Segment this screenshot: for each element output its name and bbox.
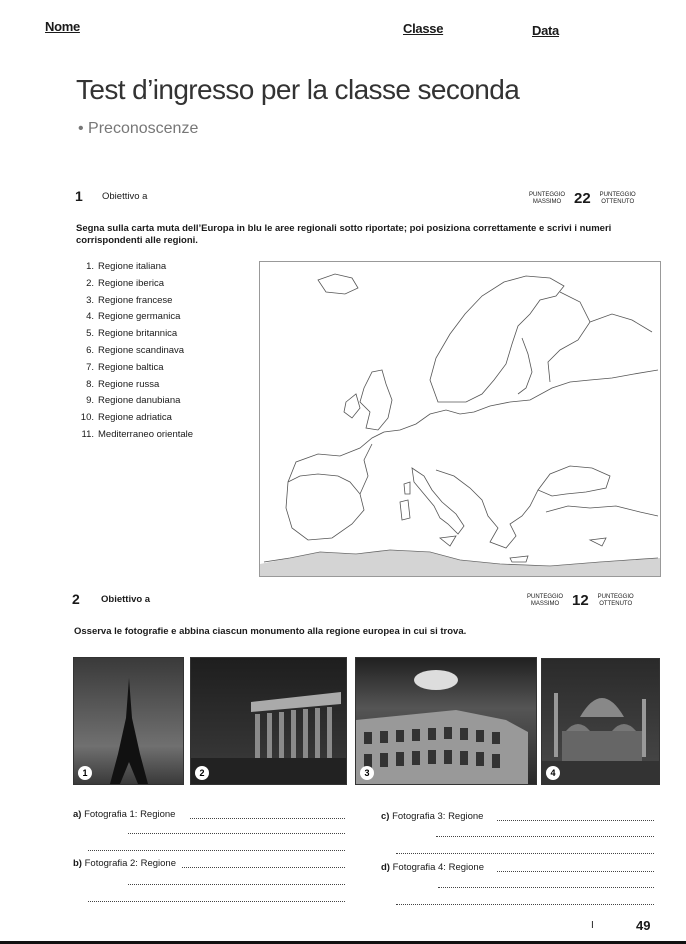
mosque-icon [542, 659, 659, 784]
parthenon-icon [191, 658, 346, 784]
answer-b-line-3[interactable] [88, 901, 345, 902]
answer-c-line-2[interactable] [436, 836, 654, 837]
list-item: 10. Regione adriatica [80, 412, 172, 424]
answer-c-line-3[interactable] [396, 853, 654, 854]
eiffel-tower-icon [74, 658, 183, 784]
answer-d-line-3[interactable] [396, 904, 654, 905]
max-score-label: PUNTEGGIO MASSIMO [528, 192, 565, 205]
list-item: 2. Regione iberica [86, 277, 165, 289]
name-label: Nome [45, 19, 80, 34]
list-item: 1. Regione italiana [86, 261, 167, 272]
max-score-value: 22 [574, 190, 591, 207]
page-subtitle: • Preconoscenze [78, 120, 199, 137]
photo-1-eiffel-tower [73, 657, 184, 785]
photo-2-parthenon [190, 657, 347, 785]
answer-a-line-2[interactable] [128, 833, 345, 834]
max-score-label: PUNTEGGIO MASSIMO [526, 594, 563, 607]
exercise-2-number: 2 [72, 591, 80, 607]
answer-d-line-2[interactable] [438, 887, 654, 888]
page-number: 49 [636, 918, 651, 933]
list-item: 3. Regione francese [86, 294, 173, 306]
europe-blank-map[interactable] [259, 261, 661, 577]
europe-outline-map [260, 262, 660, 576]
answer-c-line-1[interactable] [497, 820, 654, 821]
answer-d-line-1[interactable] [497, 871, 654, 872]
photo-number-badge: 4 [546, 766, 560, 780]
max-score-value: 12 [572, 592, 589, 609]
colosseum-icon [356, 658, 536, 784]
answer-b-line-2[interactable] [128, 884, 345, 885]
exercise-1-instruction: Segna sulla carta muta dell’Europa in blu le aree regionali sotto riportate; poi posiziona correttamente e scrivi i numeri corrispondenti alle regioni. [76, 223, 612, 246]
date-label: Data [532, 23, 559, 38]
answer-a-label: a) Fotografia 1: Regione [73, 809, 176, 820]
photo-4-mosque [541, 658, 660, 785]
exercise-1-objective: Obiettivo a [102, 191, 148, 202]
photo-number-badge: 1 [78, 766, 92, 780]
list-item: 7. Regione baltica [86, 361, 164, 373]
photo-3-colosseum [355, 657, 537, 785]
obtained-score-label: PUNTEGGIO OTTENUTO [599, 192, 636, 205]
photo-number-badge: 3 [360, 766, 374, 780]
list-item: 11. Mediterraneo orientale [81, 428, 194, 440]
list-item: 6. Regione scandinava [86, 344, 185, 356]
answer-c-label: c) Fotografia 3: Regione [381, 811, 484, 822]
exercise-1-score-box [525, 190, 640, 207]
page-title: Test d’ingresso per la classe seconda [76, 74, 520, 105]
answer-d-label: d) Fotografia 4: Regione [381, 862, 484, 873]
list-item: 9. Regione danubiana [86, 395, 181, 407]
region-list [76, 259, 193, 444]
answer-a-line-3[interactable] [88, 850, 345, 851]
answer-b-label: b) Fotografia 2: Regione [73, 858, 176, 869]
footer-mark: I [591, 920, 594, 931]
exercise-2-objective: Obiettivo a [101, 594, 151, 605]
exercise-1-number: 1 [75, 188, 83, 204]
answer-a-line-1[interactable] [190, 818, 345, 819]
list-item: 8. Regione russa [86, 378, 160, 390]
list-item: 5. Regione britannica [86, 328, 178, 340]
exercise-2-instruction: Osserva le fotografie e abbina ciascun monumento alla regione europea in cui si trova. [74, 626, 467, 637]
photo-number-badge: 2 [195, 766, 209, 780]
class-label: Classe [403, 21, 444, 36]
exercise-2-score-box [523, 592, 638, 609]
obtained-score-label: PUNTEGGIO OTTENUTO [597, 594, 634, 607]
list-item: 4. Regione germanica [86, 311, 181, 323]
answer-b-line-1[interactable] [182, 867, 345, 868]
